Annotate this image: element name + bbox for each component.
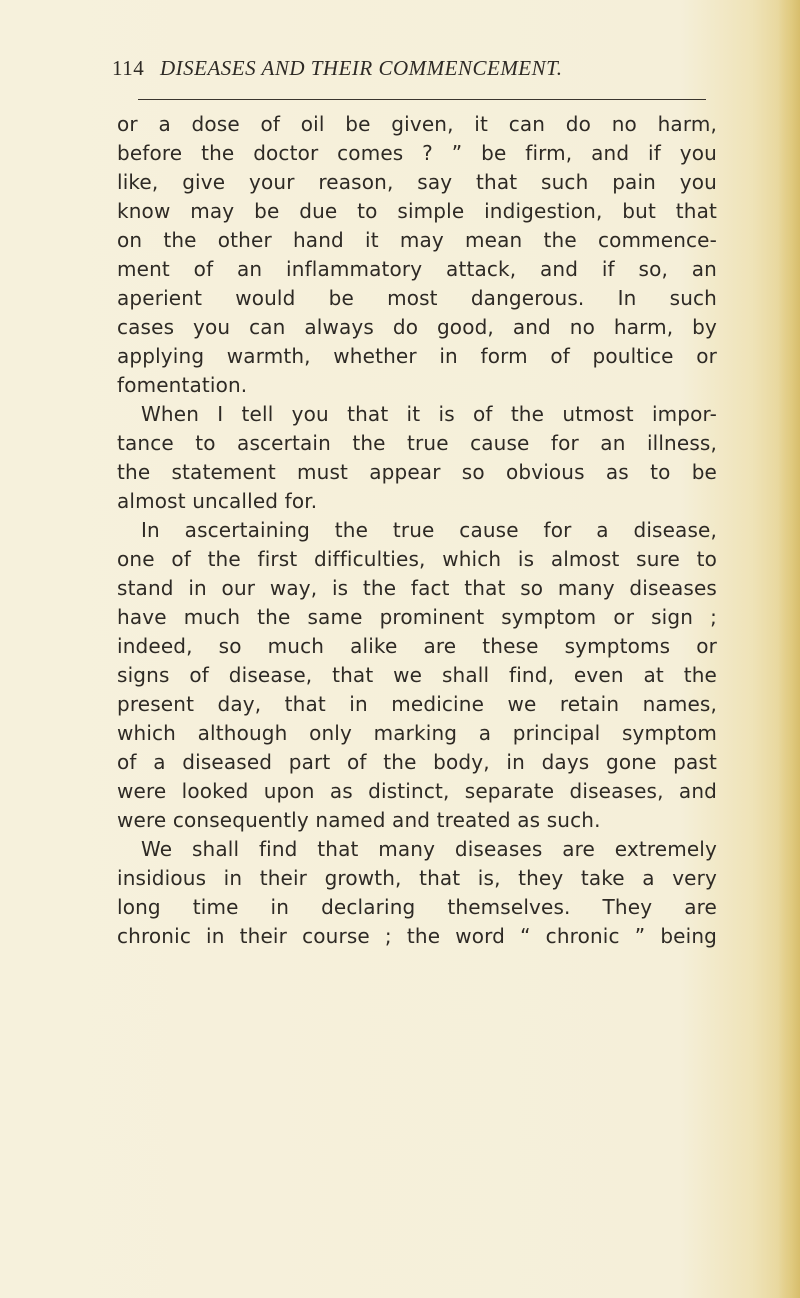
text-line: one of the first difficulties, which is almost sure to bbox=[117, 547, 717, 571]
text-line: know may be due to simple indigestion, but that bbox=[117, 199, 717, 223]
text-line: were looked upon as distinct, separate diseases, and bbox=[117, 779, 717, 803]
text-line: fomentation. bbox=[117, 373, 248, 397]
text-line: which although only marking a principal symptom bbox=[117, 721, 717, 745]
text-line: were consequently named and treated as such. bbox=[117, 808, 601, 832]
text-line: have much the same prominent symptom or sign ; bbox=[117, 605, 717, 629]
text-line: In ascertaining the true cause for a disease, bbox=[141, 518, 717, 542]
text-line: insidious in their growth, that is, they take a very bbox=[117, 866, 717, 890]
text-line: ment of an inflammatory attack, and if so, an bbox=[117, 257, 717, 281]
text-line: We shall find that many diseases are extremely bbox=[141, 837, 717, 861]
text-line: on the other hand it may mean the commence- bbox=[117, 228, 717, 252]
text-line: before the doctor comes ? ” be firm, and if you bbox=[117, 141, 717, 165]
text-line: stand in our way, is the fact that so many diseases bbox=[117, 576, 717, 600]
page-edge bbox=[778, 0, 800, 1298]
page-number: 114 bbox=[112, 56, 145, 80]
text-line: signs of disease, that we shall find, even at the bbox=[117, 663, 717, 687]
text-line: almost uncalled for. bbox=[117, 489, 318, 513]
running-header bbox=[112, 56, 712, 92]
running-title: DISEASES AND THEIR COMMENCEMENT. bbox=[159, 56, 563, 80]
text-line: like, give your reason, say that such pain you bbox=[117, 170, 717, 194]
text-line: applying warmth, whether in form of poultice or bbox=[117, 344, 717, 368]
text-line: or a dose of oil be given, it can do no harm, bbox=[117, 112, 717, 136]
text-line: present day, that in medicine we retain names, bbox=[117, 692, 717, 716]
text-line: of a diseased part of the body, in days gone past bbox=[117, 750, 717, 774]
text-line: tance to ascertain the true cause for an illness, bbox=[117, 431, 717, 455]
text-line: aperient would be most dangerous. In such bbox=[117, 286, 717, 310]
text-line: indeed, so much alike are these symptoms or bbox=[117, 634, 717, 658]
text-line: When I tell you that it is of the utmost impor- bbox=[141, 402, 717, 426]
header-rule bbox=[138, 99, 706, 100]
body-text bbox=[117, 110, 717, 951]
text-line: cases you can always do good, and no harm, by bbox=[117, 315, 717, 339]
text-line: chronic in their course ; the word “ chronic ” being bbox=[117, 924, 717, 948]
text-line: the statement must appear so obvious as to be bbox=[117, 460, 717, 484]
text-line: long time in declaring themselves. They are bbox=[117, 895, 717, 919]
